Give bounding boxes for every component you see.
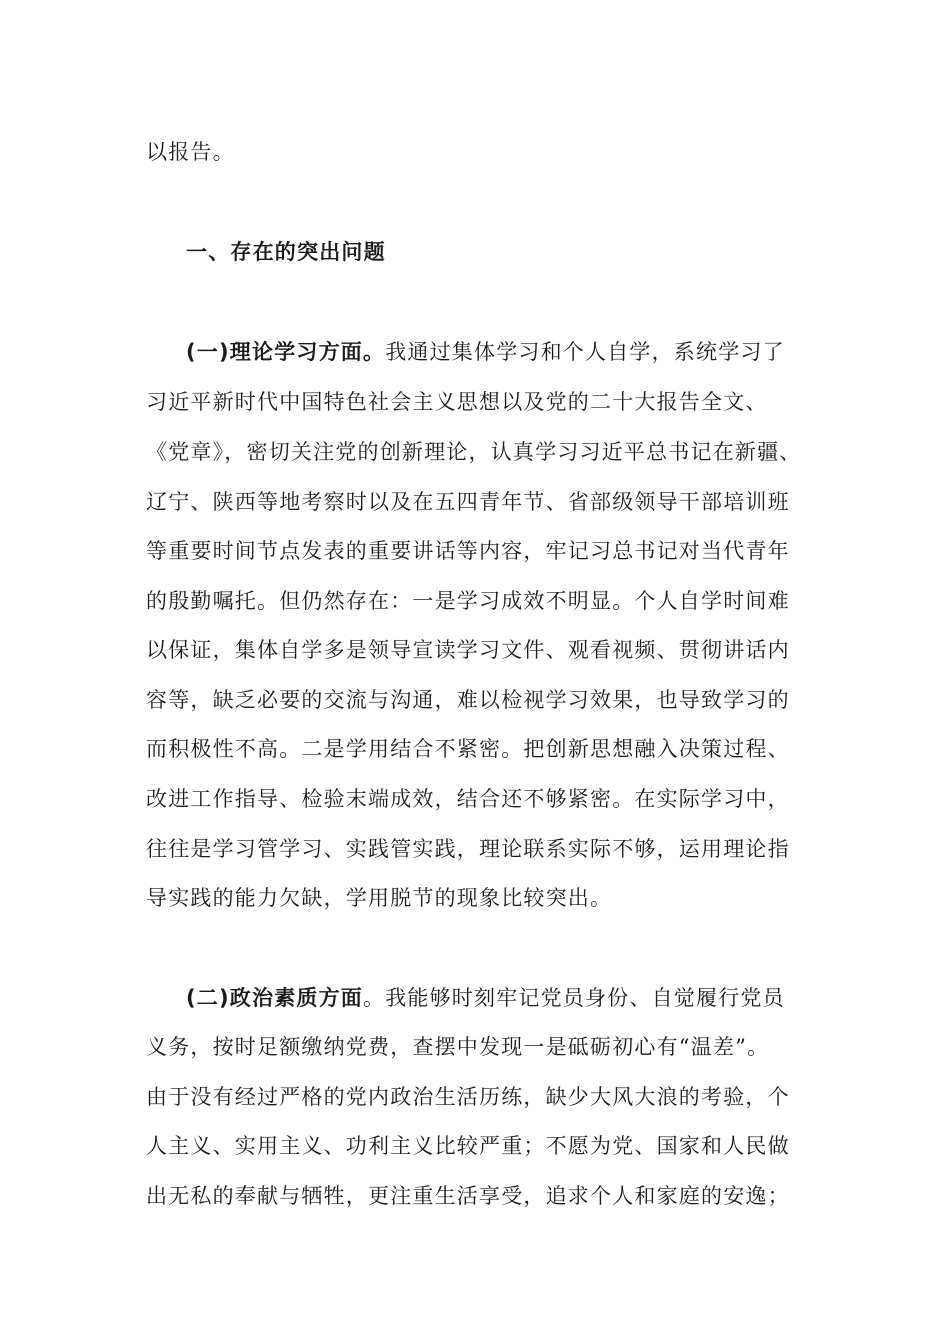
paragraph-1-line: 的殷勤嘱托。但仍然存在：一是学习成效不明显。个人自学时间难 <box>146 589 790 613</box>
paragraph-1-line-1-text: 我通过集体学习和个人自学，系统学习了 <box>385 340 785 364</box>
paragraph-1-line: 习近平新时代中国特色社会主义思想以及党的二十大报告全文、 <box>146 390 768 414</box>
paragraph-1-line: 辽宁、陕西等地考察时以及在五四青年节、省部级领导干部培训班 <box>146 490 790 514</box>
paragraph-1-lead: (一)理论学习方面。 <box>186 340 386 364</box>
paragraph-2-line-1-text: 。我能够时刻牢记党员身份、自觉履行党员 <box>363 986 785 1010</box>
paragraph-1-line: 《党章》，密切关注党的创新理论，认真学习习近平总书记在新疆、 <box>146 440 802 464</box>
paragraph-1-line: 以保证，集体自学多是领导宣读学习文件、观看视频、贯彻讲话内 <box>146 638 790 662</box>
paragraph-1-line: 而积极性不高。二是学用结合不紧密。把创新思想融入决策过程、 <box>146 737 790 761</box>
paragraph-2-line: 由于没有经过严格的党内政治生活历练，缺少大风大浪的考验，个 <box>146 1085 790 1109</box>
paragraph-2-line: 义务，按时足额缴纳党费，查摆中发现一是砥砺初心有“温差”。 <box>146 1035 770 1059</box>
paragraph-2-line: 人主义、实用主义、功利主义比较严重；不愿为党、国家和人民做 <box>146 1134 790 1158</box>
section-heading: 一、存在的突出问题 <box>186 240 386 264</box>
paragraph-2-line: 出无私的奉献与牺牲，更注重生活享受，追求个人和家庭的安逸； <box>146 1184 790 1208</box>
paragraph-1-line: 改进工作指导、检验末端成效，结合还不够紧密。在实际学习中， <box>146 787 790 811</box>
paragraph-2-line-1 <box>186 984 836 1012</box>
paragraph-1-line-1 <box>186 338 836 366</box>
paragraph-1-line: 等重要时间节点发表的重要讲话等内容，牢记习总书记对当代青年 <box>146 539 790 563</box>
paragraph-1-line: 导实践的能力欠缺，学用脱节的现象比较突出。 <box>146 886 613 910</box>
paragraph-2-lead: (二)政治素质方面 <box>186 986 363 1010</box>
intro-tail-text: 以报告。 <box>146 140 235 164</box>
paragraph-1-line: 往往是学习管学习、实践管实践，理论联系实际不够，运用理论指 <box>146 837 790 861</box>
paragraph-1-line: 容等，缺乏必要的交流与沟通，难以检视学习效果，也导致学习的 <box>146 688 790 712</box>
